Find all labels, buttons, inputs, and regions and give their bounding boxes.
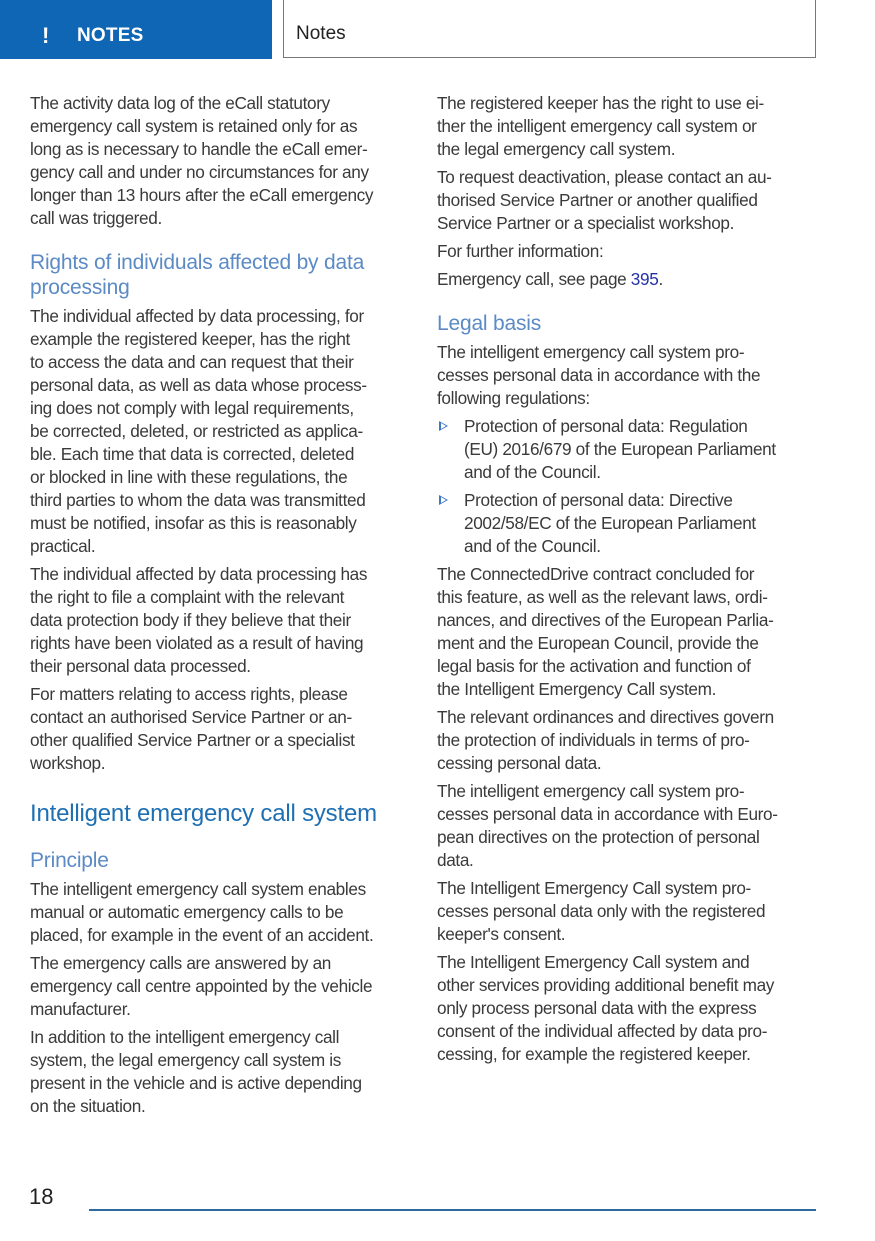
cross-reference-suffix: .: [658, 269, 663, 289]
legal-intro: The intelligent emergency call system pro- cesses personal data in accordance with the following regulations:: [437, 342, 761, 408]
rights-paragraph: The individual affected by data processing, for example the registered keeper, has the right to access the data and can request that their personal data, as well as data whose process- ing does not comply with legal requirements, be corrected, deleted, or restricted as applica- ble. Each time that data is corrected, deleted or blocked in line with these regulations, the third parties to whom the data was transmitted must be notified, insofar as this is reasonably practical.: [30, 306, 367, 556]
footer-divider: [89, 1209, 816, 1211]
rights-paragraph: The individual affected by data processing has the right to file a complaint with the relevant data protection body if they believe that their rights have been violated as a result of having their personal data processed.: [30, 564, 368, 676]
section-heading: Intelligent emergency call system: [30, 800, 377, 827]
cross-reference: [437, 268, 822, 291]
section-label: NOTES: [77, 25, 144, 46]
exclamation-icon: !: [42, 23, 50, 48]
triangle-bullet-icon: [439, 495, 448, 505]
keeper-paragraph: The registered keeper has the right to use ei- ther the intelligent emergency call system or the legal emergency call system.: [437, 93, 764, 159]
page-title-box: [283, 0, 816, 58]
legal-basis-heading: Legal basis: [437, 312, 542, 335]
principle-heading: Principle: [30, 849, 109, 872]
rights-heading: Rights of individuals affected by data processing: [30, 251, 365, 299]
right-column: [437, 92, 822, 1071]
principle-paragraph: The intelligent emergency call system enables manual or automatic emergency calls to be placed, for example in the event of an accident.: [30, 879, 374, 945]
triangle-bullet-icon: [439, 421, 448, 431]
list-item: [437, 489, 822, 558]
page-title: Notes: [296, 23, 346, 44]
deactivation-paragraph: To request deactivation, please contact an au- thorised Service Partner or another qualified Service Partner or a specialist workshop.: [437, 167, 772, 233]
regulations-list: [437, 415, 822, 558]
legal-paragraph: The relevant ordinances and directives govern the protection of individuals in terms of pro- cessing personal data.: [437, 707, 774, 773]
further-info-label: For further information:: [437, 241, 604, 261]
legal-paragraph: The Intelligent Emergency Call system pro- cesses personal data only with the registered keeper's consent.: [437, 878, 766, 944]
intro-paragraph: The activity data log of the eCall statutory emergency call system is retained only for as long as is necessary to handle the eCall emer- gency call and under no circumstances for any longer than 13 hours after the eCall emergency call was triggered.: [30, 93, 374, 228]
legal-paragraph: The Intelligent Emergency Call system and other services providing additional benefit may only process personal data with the express consent of the individual affected by data pro- cessing, for example the registered keeper.: [437, 952, 775, 1064]
section-tab: [0, 0, 272, 59]
left-column: [30, 92, 415, 1123]
legal-paragraph: The intelligent emergency call system pro- cesses personal data in accordance with Euro- pean directives on the protection of personal data.: [437, 781, 778, 870]
legal-paragraph: The ConnectedDrive contract concluded for this feature, as well as the relevant laws, ordi- nances, and directives of the European Parlia- ment and the European Council, provide the legal basis for the activation and function of the Intelligent Emergency Call system.: [437, 564, 774, 699]
page-link[interactable]: 395: [630, 269, 659, 289]
page-number: 18: [29, 1184, 54, 1209]
list-item: [437, 415, 822, 484]
list-item-text: Protection of personal data: Directive 2002/58/EC of the European Parliament and of the Council.: [464, 490, 756, 556]
rights-paragraph: For matters relating to access rights, please contact an authorised Service Partner or an- other qualified Service Partner or a specialist workshop.: [30, 684, 355, 773]
list-item-text: Protection of personal data: Regulation (EU) 2016/679 of the European Parliament and of the Council.: [464, 416, 776, 482]
principle-paragraph: The emergency calls are answered by an emergency call centre appointed by the vehicle manufacturer.: [30, 953, 373, 1019]
principle-paragraph: In addition to the intelligent emergency call system, the legal emergency call system is present in the vehicle and is active depending on the situation.: [30, 1027, 362, 1116]
cross-reference-text: Emergency call, see page: [437, 269, 631, 289]
